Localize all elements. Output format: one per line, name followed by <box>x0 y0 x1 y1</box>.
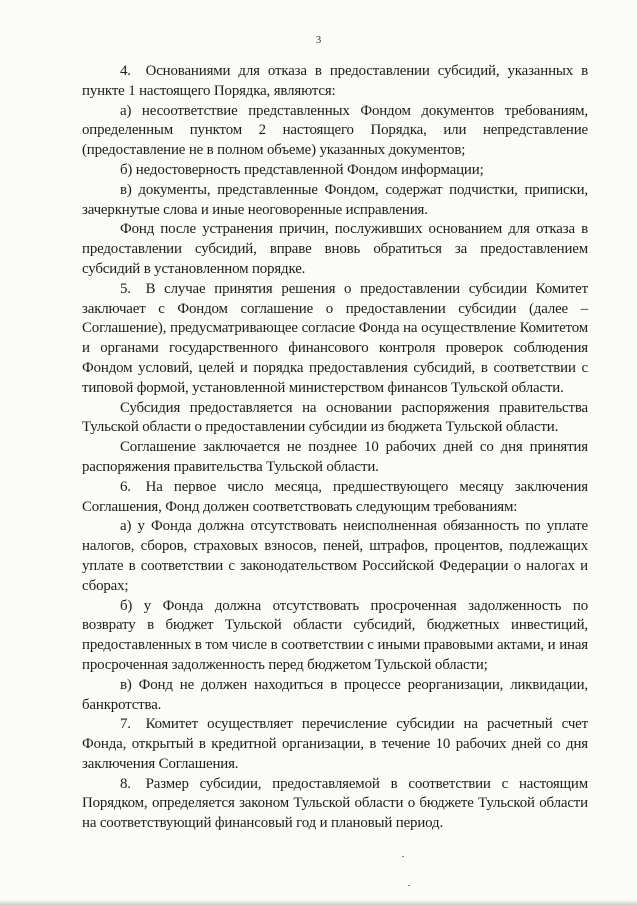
page-number: 3 <box>315 34 322 46</box>
paragraph-7: 7. Комитет осуществляет перечисление субсидии на расчетный счет Фонда, открытый в кредитной организации, в течение 10 рабочих дней со дня заключения Соглашения. <box>82 716 588 772</box>
paragraph-4-note: Фонд после устранения причин, послуживших основанием для отказа в предоставлении субсидий, вправе вновь обратиться за предоставлением субсидий в установленном порядке. <box>82 221 588 277</box>
paragraph-5-agreement: Соглашение заключается не позднее 10 рабочих дней со дня принятия распоряжения правительства Тульской области. <box>82 439 588 475</box>
paragraph-6b: б) у Фонда должна отсутствовать просроченная задолженность по возврату в бюджет Тульской области субсидий, бюджетных инвестиций, предоставленных в том числе в соответствии с иными правовыми актами, и иная просроченная задолженность перед бюджетом Тульской области; <box>82 597 588 673</box>
paragraph-5: 5. В случае принятия решения о предоставлении субсидии Комитет заключает с Фондом соглашение о предоставлении субсидии (далее – Соглашение), предусматривающее согласие Фонда на осуществление Комитетом и органами государственного финансового контроля проверок соблюдения Фондом условий, целей и порядка предоставления субсидий, в соответствии с типовой формой, установленной министерством финансов Тульской области. <box>82 280 588 396</box>
paragraph-4c: в) документы, представленные Фондом, содержат подчистки, приписки, зачеркнутые слова и иные неоговоренные исправления. <box>82 181 588 218</box>
scan-bottom-edge <box>0 900 637 905</box>
scan-speck <box>402 856 404 857</box>
paragraph-6a: а) у Фонда должна отсутствовать неисполненная обязанность по уплате налогов, сборов, страховых взносов, пеней, штрафов, процентов, подлежащих уплате в соответствии с законодательством Российской Федерации о налогах и сборах; <box>82 518 588 594</box>
paragraph-4b: б) недостоверность представленной Фондом информации; <box>120 161 484 178</box>
scan-speck <box>408 885 410 886</box>
paragraph-4-intro: 4. Основаниями для отказа в предоставлении субсидий, указанных в пункте 1 настоящего Порядка, являются: <box>82 63 588 99</box>
paragraph-5-subsidy: Субсидия предоставляется на основании распоряжения правительства Тульской области о предоставлении субсидии из бюджета Тульской области. <box>82 399 588 436</box>
paragraph-4a: а) несоответствие представленных Фондом документов требованиям, определенным пунктом 2 настоящего Порядка, или непредставление (предоставление не в полном объеме) указанных документов; <box>82 102 588 159</box>
paragraph-6c: в) Фонд не должен находиться в процессе реорганизации, ликвидации, банкротства. <box>82 676 588 713</box>
document-body <box>82 62 588 834</box>
paragraph-6-intro: 6. На первое число месяца, предшествующего месяцу заключения Соглашения, Фонд должен соответствовать следующим требованиям: <box>82 478 588 515</box>
paragraph-8: 8. Размер субсидии, предоставляемой в соответствии с настоящим Порядком, определяется законом Тульской области о бюджете Тульской области на соответствующий финансовый год и плановый период. <box>82 775 588 832</box>
